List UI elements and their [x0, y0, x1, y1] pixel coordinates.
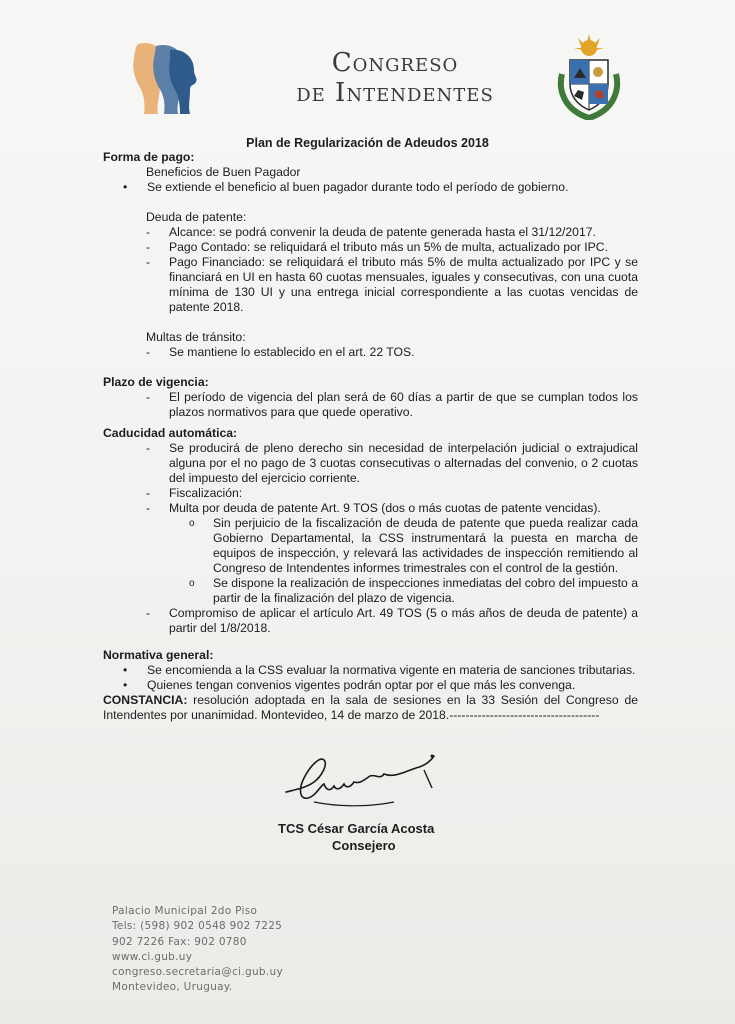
- constancia-label: CONSTANCIA:: [103, 693, 188, 707]
- list-item: [103, 180, 638, 195]
- caducidad-item-text: Se producirá de pleno derecho sin necesidad de interpelación judicial o extrajudical alguna por el no pago de 3 cuotas consecutivas o alternadas del convenio, o 2 cuotas del impuesto del ejercicio corriente.: [169, 441, 638, 485]
- footer-city: Montevideo, Uruguay.: [112, 981, 233, 994]
- org-name-line2: de Intendentes: [296, 78, 494, 108]
- fiscalizacion-label: Fiscalización:: [169, 486, 243, 500]
- dash-icon: -: [146, 390, 151, 404]
- dash-icon: -: [146, 606, 151, 620]
- list-item: [103, 255, 638, 315]
- caducidad-item-text: Multa por deuda de patente Art. 9 TOS (dos o más cuotas de patente vencidas).: [169, 501, 601, 515]
- plazo-heading: Plazo de vigencia:: [103, 375, 209, 389]
- normativa-item-text: Se encomienda a la CSS evaluar la normativa vigente en materia de sanciones tributarias.: [147, 663, 636, 677]
- footer-phones: Tels: (598) 902 0548 902 7225: [112, 920, 283, 933]
- dash-icon: -: [146, 240, 151, 254]
- patente-item-text: Pago Financiado: se reliquidará el tributo más 5% de multa actualizado por IPC y se financiará en UI en hasta 60 cuotas mensuales, iguales y consecutivas, con una cuota mínima de 130 UI y una entrega inicial correspondiente a las cuotas vencidas de patente 2018.: [169, 255, 638, 314]
- footer-email: congreso.secretaria@ci.gub.uy: [112, 966, 283, 979]
- signer-role: Consejero: [332, 838, 396, 853]
- patente-label: Deuda de patente:: [146, 210, 247, 224]
- constancia-text: resolución adoptada en la sala de sesiones en la 33 Sesión del Congreso de Intendentes por unanimidad. Montevideo, 14 de marzo de 2018.-------------------------------------: [103, 693, 638, 722]
- dash-icon: -: [146, 486, 151, 500]
- normativa-heading: Normativa general:: [103, 648, 214, 662]
- dash-icon: -: [146, 255, 151, 269]
- contact-footer: [112, 904, 283, 996]
- bullet-icon: •: [123, 678, 128, 692]
- list-item: [103, 486, 638, 501]
- circle-bullet-icon: o: [189, 578, 195, 589]
- caducidad-item-text: Compromiso de aplicar el artículo Art. 49 TOS (5 o más años de deuda de patente) a partir del 1/8/2018.: [169, 606, 638, 635]
- signer-block: [278, 820, 468, 854]
- circle-bullet-icon: o: [189, 518, 195, 529]
- list-item: [103, 240, 638, 255]
- list-item: [103, 663, 638, 678]
- profile-faces-logo: [130, 40, 198, 116]
- patente-item-text: Pago Contado: se reliquidará el tributo más un 5% de multa, actualizado por IPC.: [169, 240, 608, 254]
- multas-item-text: Se mantiene lo establecido en el art. 22 TOS.: [169, 345, 415, 359]
- patente-item-text: Alcance: se podrá convenir la deuda de patente generada hasta el 31/12/2017.: [169, 225, 596, 239]
- sub-list-item: [103, 516, 638, 576]
- dash-icon: -: [146, 441, 151, 455]
- list-item: [103, 345, 638, 360]
- dash-icon: -: [146, 345, 151, 359]
- list-item: [103, 678, 638, 693]
- list-item: [103, 501, 638, 516]
- document-title: Plan de Regularización de Adeudos 2018: [246, 136, 489, 150]
- caducidad-heading: Caducidad automática:: [103, 426, 238, 440]
- constancia-paragraph: [103, 693, 638, 723]
- org-name-line1: Congreso: [331, 48, 459, 78]
- normativa-item-text: Quienes tengan convenios vigentes podrán optar por el que más les convenga.: [147, 678, 576, 692]
- coat-of-arms-icon: [556, 34, 622, 120]
- list-item: [103, 441, 638, 486]
- bullet-icon: •: [123, 180, 128, 194]
- plazo-item-text: El período de vigencia del plan será de 60 días a partir de que se cumplan todos los plazos normativos para que quede operativo.: [169, 390, 638, 419]
- organization-name: [250, 48, 540, 108]
- sub-list-item: [103, 576, 638, 606]
- multas-label: Multas de tránsito:: [146, 330, 246, 344]
- dash-icon: -: [146, 225, 151, 239]
- footer-address: Palacio Municipal 2do Piso: [112, 905, 258, 917]
- signer-name: TCS César García Acosta: [278, 821, 435, 836]
- sub-item-text: Se dispone la realización de inspecciones inmediatas del cobro del impuesto a partir de la finalización del plazo de vigencia.: [213, 576, 638, 605]
- list-item: [103, 225, 638, 240]
- footer-fax: 902 7226 Fax: 902 0780: [112, 935, 247, 948]
- footer-website: www.ci.gub.uy: [112, 950, 193, 963]
- buen-pagador-label: Beneficios de Buen Pagador: [146, 165, 301, 179]
- handwritten-signature: [284, 750, 444, 820]
- bullet-icon: •: [123, 663, 128, 677]
- document-body: [103, 150, 638, 723]
- forma-pago-heading: Forma de pago:: [103, 150, 195, 164]
- buen-pagador-text: Se extiende el beneficio al buen pagador durante todo el período de gobierno.: [147, 180, 569, 194]
- dash-icon: -: [146, 501, 151, 515]
- list-item: [103, 390, 638, 420]
- list-item: [103, 606, 638, 636]
- sub-item-text: Sin perjuicio de la fiscalización de deuda de patente que pueda realizar cada Gobierno Departamental, la CSS instrumentará la puesta en marcha de equipos de inspección, y relevará las actividades de inspección remitiendo al Congreso de Intendentes informes trimestrales con el control de la gestión.: [213, 516, 638, 575]
